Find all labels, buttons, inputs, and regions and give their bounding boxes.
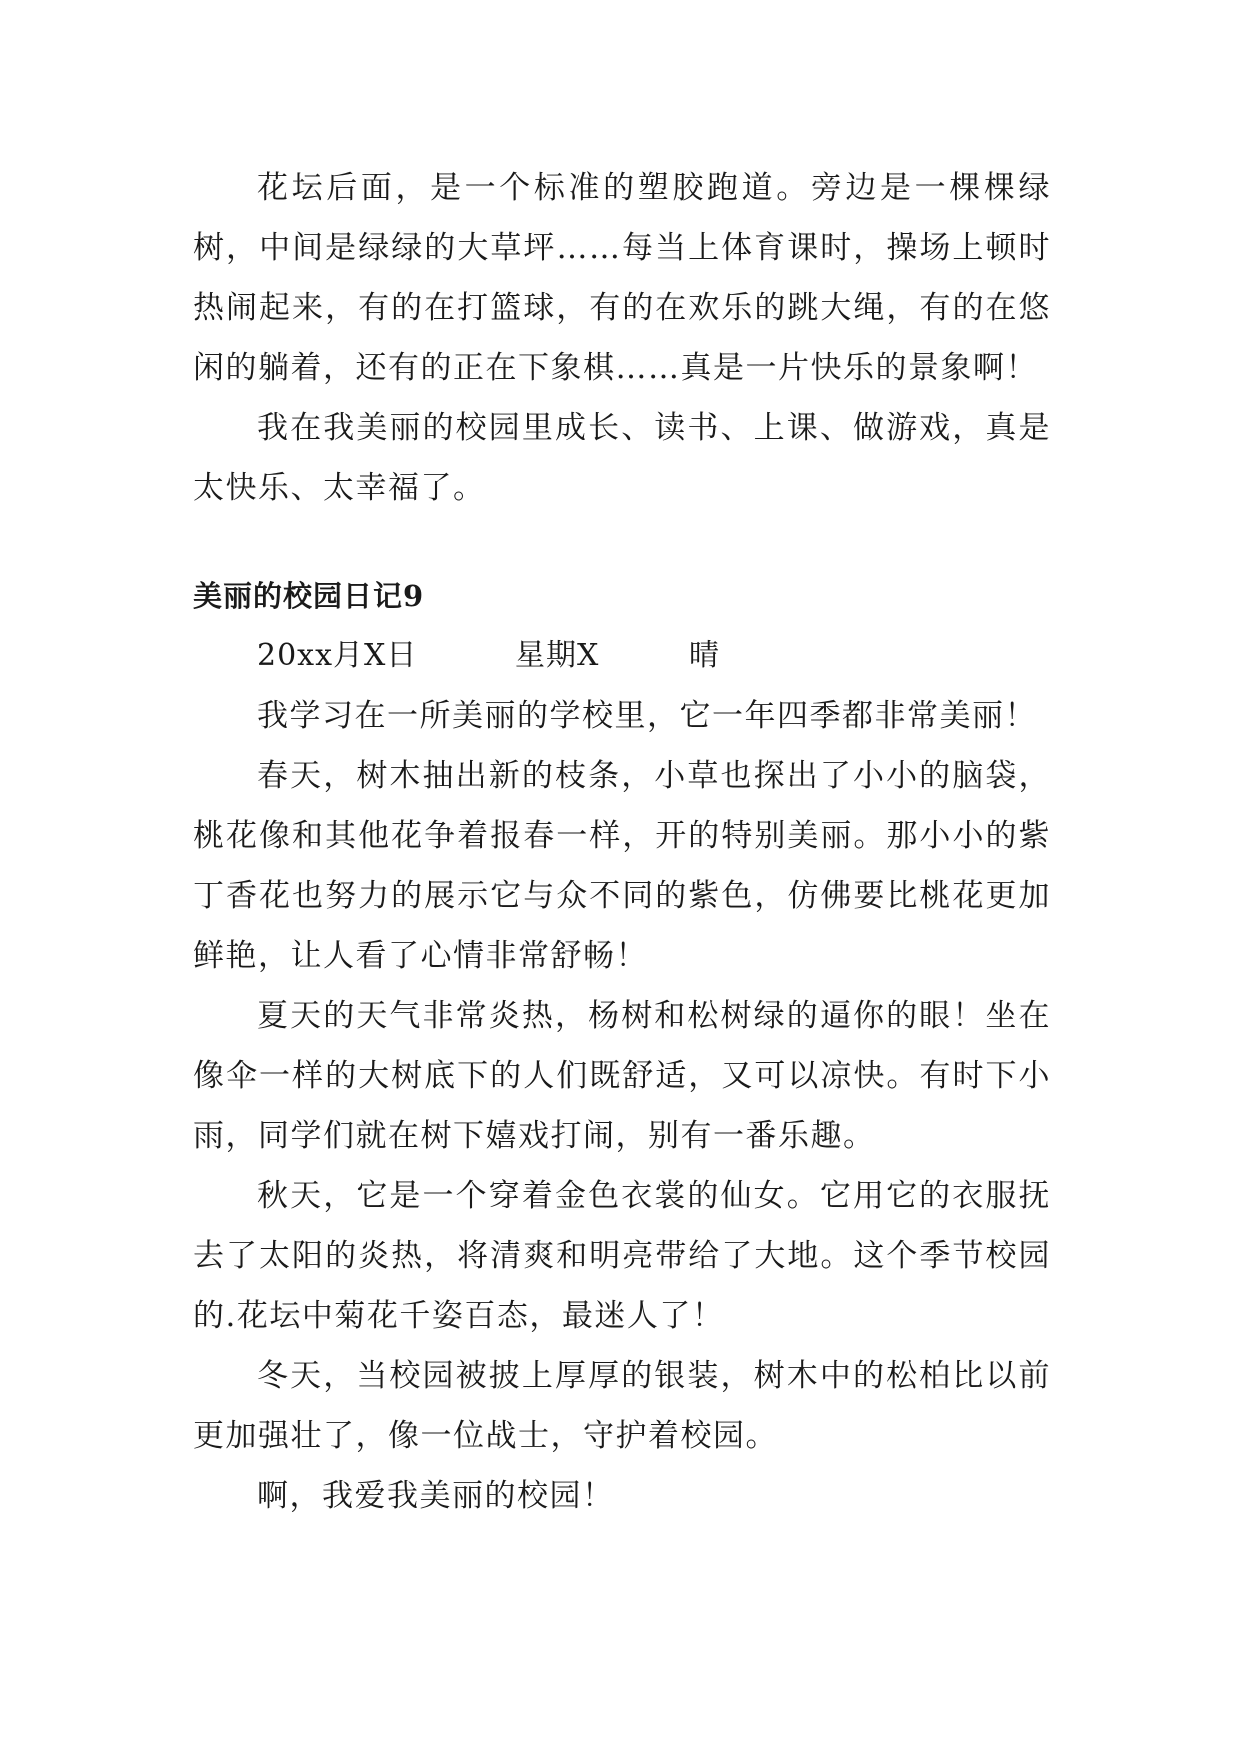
diary-paragraph-2: 春天，树木抽出新的枝条，小草也探出了小小的脑袋，桃花像和其他花争着报春一样，开的特别美丽。那小小的紫丁香花也努力的展示它与众不同的紫色，仿佛要比桃花更加鲜艳，让人看了心情非常舒畅！	[193, 758, 1051, 974]
diary-title: 美丽的校园日记9	[193, 579, 425, 613]
diary-weather: 晴	[689, 638, 720, 673]
diary-weekday: 星期X	[515, 638, 600, 673]
diary-paragraph-5: 冬天，当校园被披上厚厚的银装，树木中的松柏比以前更加强壮了，像一位战士，守护着校园。	[193, 1358, 1051, 1454]
diary-paragraph-6: 啊，我爱我美丽的校园！	[257, 1478, 615, 1514]
intro-paragraph-1: 花坛后面，是一个标准的塑胶跑道。旁边是一棵棵绿树，中间是绿绿的大草坪……每当上体育课时，操场上顿时热闹起来，有的在打篮球，有的在欢乐的跳大绳，有的在悠闲的躺着，还有的正在下象棋……真是一片快乐的景象啊！	[193, 170, 1051, 386]
diary-date: 20xx月X日	[257, 638, 418, 673]
intro-paragraph-2: 我在我美丽的校园里成长、读书、上课、做游戏，真是太快乐、太幸福了。	[193, 410, 1051, 506]
document-page	[193, 158, 1051, 1526]
diary-paragraph-1: 我学习在一所美丽的学校里，它一年四季都非常美丽！	[257, 698, 1037, 734]
diary-paragraph-4: 秋天，它是一个穿着金色衣裳的仙女。它用它的衣服抚去了太阳的炎热，将清爽和明亮带给了大地。这个季节校园的.花坛中菊花千姿百态，最迷人了！	[193, 1178, 1051, 1334]
diary-paragraph-3: 夏天的天气非常炎热，杨树和松树绿的逼你的眼！坐在像伞一样的大树底下的人们既舒适，又可以凉快。有时下小雨，同学们就在树下嬉戏打闹，别有一番乐趣。	[193, 998, 1051, 1154]
diary-date-line	[193, 626, 1051, 686]
